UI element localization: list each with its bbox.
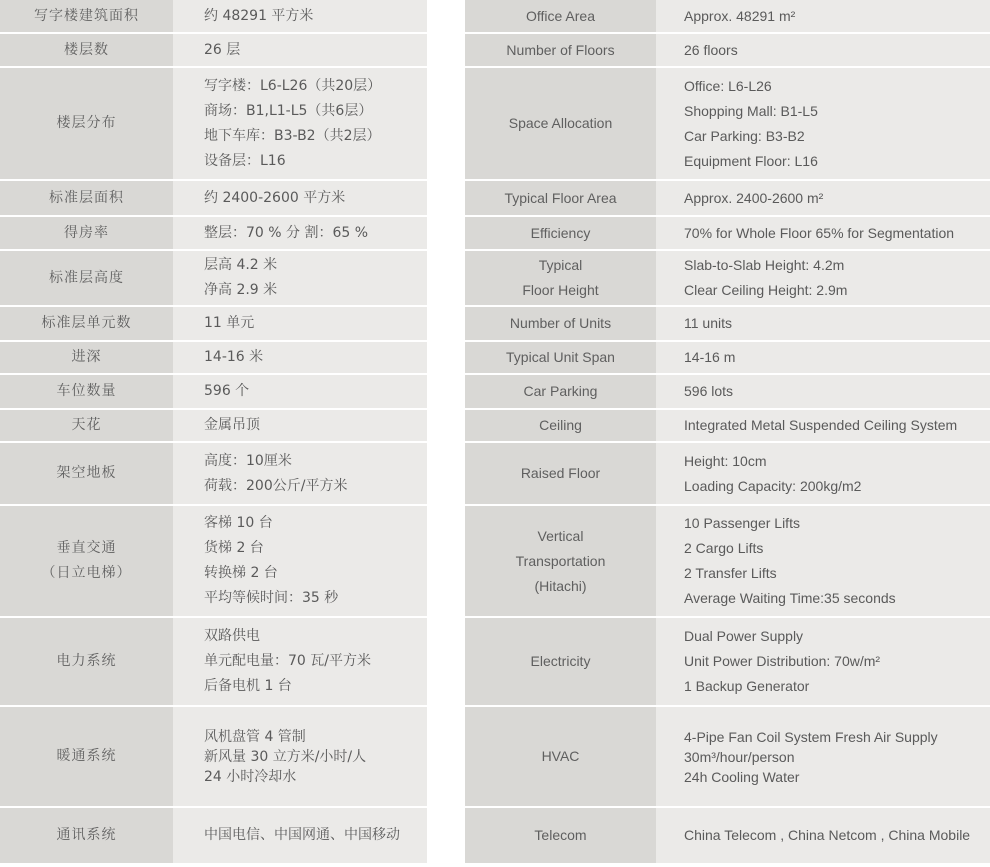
zh-spec-value xyxy=(173,181,427,215)
zh-spec-value xyxy=(173,68,427,179)
value-line: 2 Cargo Lifts xyxy=(684,540,764,556)
en-spec-value xyxy=(656,506,990,616)
zh-spec-value xyxy=(173,808,427,863)
value-line: Car Parking: B3-B2 xyxy=(684,127,805,144)
value-line: 11 单元 xyxy=(204,315,255,331)
value-line: 风机盘管 4 管制 xyxy=(204,728,306,745)
zh-spec-label xyxy=(0,375,173,408)
label-line: Floor Height xyxy=(522,282,599,298)
zh-spec-label xyxy=(0,0,173,32)
value-line: Integrated Metal Suspended Ceiling System xyxy=(684,417,958,433)
en-spec-label xyxy=(465,410,656,441)
label-line: 楼层数 xyxy=(64,41,109,58)
en-spec-label xyxy=(465,251,656,305)
label-line: 写字楼建筑面积 xyxy=(34,7,139,24)
en-spec-label xyxy=(465,342,656,373)
zh-spec-label xyxy=(0,251,173,305)
value-line: 24h Cooling Water xyxy=(684,768,800,785)
label-line: 标准层高度 xyxy=(49,269,124,286)
label-line: Electricity xyxy=(530,653,591,669)
value-line: 10 Passenger Lifts xyxy=(684,515,800,531)
zh-spec-label xyxy=(0,443,173,504)
label-line: Ceiling xyxy=(539,417,582,433)
zh-spec-label xyxy=(0,808,173,863)
value-line: 整层：70 % 分 割：65 % xyxy=(204,224,369,241)
value-line: 荷载：200公斤/平方米 xyxy=(204,477,348,494)
value-line: 596 个 xyxy=(204,383,250,399)
value-line: 净高 2.9 米 xyxy=(204,282,278,298)
label-line: 车位数量 xyxy=(56,383,117,399)
label-line: HVAC xyxy=(541,748,580,764)
zh-spec-value xyxy=(173,251,427,305)
value-line: Average Waiting Time:35 seconds xyxy=(684,590,896,606)
zh-spec-label xyxy=(0,410,173,441)
en-spec-value xyxy=(656,443,990,504)
label-line: 天花 xyxy=(71,417,102,433)
value-line: 14-16 米 xyxy=(204,349,264,365)
en-spec-value xyxy=(656,618,990,705)
label-line: 架空地板 xyxy=(56,465,117,481)
value-line: 写字楼：L6-L26（共20层） xyxy=(204,77,382,94)
en-spec-label xyxy=(465,217,656,249)
en-spec-value xyxy=(656,217,990,249)
value-line: Slab-to-Slab Height: 4.2m xyxy=(684,257,845,273)
value-line: 货梯 2 台 xyxy=(204,540,264,556)
value-line: 4-Pipe Fan Coil System Fresh Air Supply xyxy=(684,728,938,745)
zh-spec-value xyxy=(173,506,427,616)
label-line: Typical xyxy=(538,257,583,273)
en-spec-label xyxy=(465,68,656,179)
value-line: 平均等候时间：35 秒 xyxy=(204,590,339,606)
zh-spec-label xyxy=(0,707,173,806)
en-spec-label xyxy=(465,307,656,340)
english-spec-table xyxy=(465,0,990,863)
en-spec-label xyxy=(465,808,656,863)
value-line: 11 units xyxy=(684,315,732,331)
value-line: 双路供电 xyxy=(204,628,260,644)
en-spec-value xyxy=(656,342,990,373)
zh-spec-label xyxy=(0,618,173,705)
value-line: Unit Power Distribution: 70w/m² xyxy=(684,653,881,669)
value-line: 设备层：L16 xyxy=(204,152,286,169)
value-line: Office: L6-L26 xyxy=(684,77,772,94)
label-line: 电力系统 xyxy=(56,653,117,669)
en-spec-value xyxy=(656,68,990,179)
value-line: 596 lots xyxy=(684,383,734,399)
label-line: Typical Unit Span xyxy=(506,349,615,365)
value-line: 30m³/hour/person xyxy=(684,748,795,765)
label-line: Office Area xyxy=(525,7,595,24)
value-line: Height: 10cm xyxy=(684,452,767,469)
en-spec-label xyxy=(465,34,656,66)
label-line: Number of Units xyxy=(509,315,612,331)
label-line: Efficiency xyxy=(530,224,591,241)
label-line: 得房率 xyxy=(64,224,109,241)
zh-spec-value xyxy=(173,342,427,373)
label-line: 标准层面积 xyxy=(49,189,124,206)
label-line: Typical Floor Area xyxy=(504,189,617,206)
zh-spec-value xyxy=(173,443,427,504)
value-line: 2 Transfer Lifts xyxy=(684,565,777,581)
en-spec-value xyxy=(656,707,990,806)
en-spec-label xyxy=(465,375,656,408)
label-line: Car Parking xyxy=(523,383,598,399)
value-line: 后备电机 1 台 xyxy=(204,678,292,694)
value-line: 金属吊顶 xyxy=(204,417,260,433)
zh-spec-label xyxy=(0,506,173,616)
en-spec-label xyxy=(465,0,656,32)
label-line: Transportation xyxy=(515,552,606,569)
en-spec-value xyxy=(656,181,990,215)
value-line: 约 2400-2600 平方米 xyxy=(204,189,346,206)
label-line: 楼层分布 xyxy=(56,115,117,131)
value-line: 高度：10厘米 xyxy=(204,452,292,469)
label-line: 暖通系统 xyxy=(56,748,117,764)
value-line: Clear Ceiling Height: 2.9m xyxy=(684,282,848,298)
value-line: 中国电信、中国网通、中国移动 xyxy=(204,827,400,843)
zh-spec-label xyxy=(0,68,173,179)
value-line: 26 层 xyxy=(204,41,241,58)
zh-spec-label xyxy=(0,342,173,373)
value-line: Dual Power Supply xyxy=(684,628,804,644)
zh-spec-value xyxy=(173,217,427,249)
en-spec-value xyxy=(656,0,990,32)
zh-spec-value xyxy=(173,410,427,441)
label-line: 通讯系统 xyxy=(56,827,117,843)
value-line: 约 48291 平方米 xyxy=(204,7,314,24)
zh-spec-value xyxy=(173,375,427,408)
en-spec-value xyxy=(656,307,990,340)
label-line: (Hitachi) xyxy=(534,577,587,594)
value-line: 地下车库：B3-B2（共2层） xyxy=(204,127,381,144)
en-spec-label xyxy=(465,707,656,806)
label-line: 标准层单元数 xyxy=(41,315,132,331)
zh-spec-value xyxy=(173,618,427,705)
value-line: 新风量 30 立方米/小时/人 xyxy=(204,748,367,765)
en-spec-label xyxy=(465,618,656,705)
value-line: 14-16 m xyxy=(684,349,736,365)
en-spec-label xyxy=(465,181,656,215)
value-line: Approx. 48291 m² xyxy=(684,7,796,24)
value-line: Equipment Floor: L16 xyxy=(684,152,818,169)
zh-spec-label xyxy=(0,307,173,340)
en-spec-value xyxy=(656,375,990,408)
en-spec-label xyxy=(465,443,656,504)
zh-spec-label xyxy=(0,217,173,249)
label-line: 进深 xyxy=(71,349,102,365)
zh-spec-label xyxy=(0,34,173,66)
zh-spec-value xyxy=(173,34,427,66)
value-line: China Telecom , China Netcom , China Mobile xyxy=(684,827,971,843)
value-line: 客梯 10 台 xyxy=(204,515,273,531)
label-line: 垂直交通 xyxy=(56,540,117,556)
value-line: 70% for Whole Floor 65% for Segmentation xyxy=(684,224,955,241)
value-line: 单元配电量：70 瓦/平方米 xyxy=(204,653,371,669)
zh-spec-value xyxy=(173,0,427,32)
value-line: 24 小时冷却水 xyxy=(204,768,297,785)
en-spec-value xyxy=(656,808,990,863)
zh-spec-value xyxy=(173,307,427,340)
zh-spec-label xyxy=(0,181,173,215)
value-line: 转换梯 2 台 xyxy=(204,565,278,581)
label-line: Number of Floors xyxy=(506,41,615,58)
value-line: 1 Backup Generator xyxy=(684,678,810,694)
zh-spec-value xyxy=(173,707,427,806)
en-spec-value xyxy=(656,34,990,66)
value-line: 层高 4.2 米 xyxy=(204,257,278,273)
label-line: Telecom xyxy=(534,827,587,843)
value-line: 26 floors xyxy=(684,41,738,58)
en-spec-value xyxy=(656,410,990,441)
value-line: Loading Capacity: 200kg/m2 xyxy=(684,477,862,494)
value-line: Approx. 2400-2600 m² xyxy=(684,189,824,206)
en-spec-value xyxy=(656,251,990,305)
label-line: Vertical xyxy=(537,527,584,544)
chinese-spec-table xyxy=(0,0,427,863)
label-line: Raised Floor xyxy=(520,465,601,481)
value-line: 商场：B1,L1-L5（共6层） xyxy=(204,102,373,119)
label-line: （日立电梯） xyxy=(41,565,132,581)
en-spec-label xyxy=(465,506,656,616)
label-line: Space Allocation xyxy=(508,115,613,131)
value-line: Shopping Mall: B1-L5 xyxy=(684,102,818,119)
